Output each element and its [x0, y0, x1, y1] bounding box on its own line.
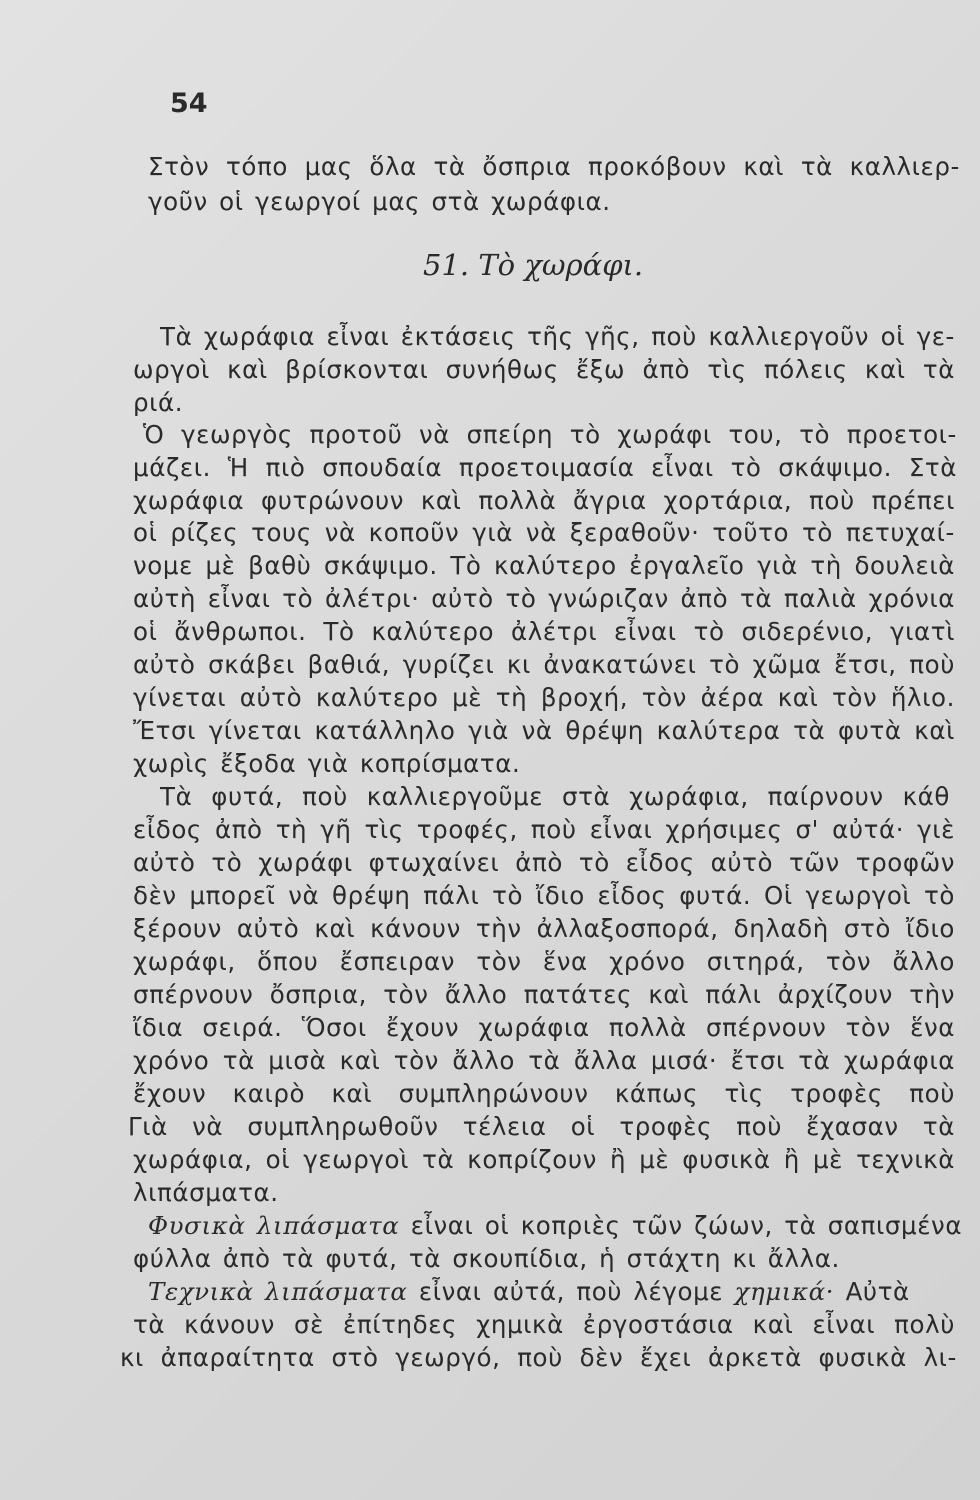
text-line: οἱ ἄνθρωποι. Τὸ καλύτερο ἀλέτρι εἶναι τὸ σιδερένιο, γιατὶ [133, 617, 955, 646]
text-line: δὲν μπορεῖ νὰ θρέψη πάλι τὸ ἴδιο εἶδος φυτά. Οἱ γεωργοὶ τὸ [133, 881, 955, 910]
text-line: σπέρνουν ὄσπρια, τὸν ἄλλο πατάτες καὶ πάλι ἀρχίζουν τὴν [133, 980, 955, 1009]
text-line: γοῦν οἱ γεωργοί μας στὰ χωράφια. [148, 187, 611, 216]
text-line: τὰ κάνουν σὲ ἐπίτηδες χημικὰ ἐργοστάσια καὶ εἶναι πολὺ [133, 1310, 955, 1339]
section-heading: 51. Τὸ χωράφι. [423, 248, 644, 282]
text-line: ωργοὶ καὶ βρίσκονται συνήθως ἔξω ἀπὸ τὶς πόλεις καὶ τὰ [133, 355, 955, 384]
text-line: μάζει. Ἡ πιὸ σπουδαία προετοιμασία εἶναι τὸ σκάψιμο. Στὰ [133, 453, 957, 482]
text-line: νομε μὲ βαθὺ σκάψιμο. Τὸ καλύτερο ἐργαλεῖο γιὰ τὴ δουλειὰ [133, 551, 955, 580]
text-line: ξέρουν αὐτὸ καὶ κάνουν τὴν ἀλλαξοσπορά, δηλαδὴ στὸ ἴδιο [133, 914, 955, 943]
text-line: αὐτὴ εἶναι τὸ ἀλέτρι· αὐτὸ τὸ γνώριζαν ἀπὸ τὰ παλιὰ χρόνια [133, 584, 955, 613]
text-line: χωρὶς ἔξοδα γιὰ κοπρίσματα. [133, 749, 521, 778]
page-number: 54 [170, 88, 208, 119]
text-line: Στὸν τόπο μας ὅλα τὰ ὄσπρια προκόβουν καὶ τὰ καλλιερ- [148, 152, 960, 181]
italic-term: χημικά· [734, 1277, 835, 1306]
text-line: χρόνο τὰ μισὰ καὶ τὸν ἄλλο τὰ ἄλλα μισά· ἔτσι τὰ χωράφια [133, 1046, 955, 1075]
text-line: γίνεται αὐτὸ καλύτερο μὲ τὴ βροχή, τὸν ἀέρα καὶ τὸν ἥλιο. [133, 683, 955, 712]
text-line: Τὰ φυτά, ποὺ καλλιεργοῦμε στὰ χωράφια, παίρνουν κάθ [160, 782, 950, 811]
text-line: Ὁ γεωργὸς προτοῦ νὰ σπείρη τὸ χωράφι του, τὸ προετοι- [143, 420, 957, 449]
text-line: ἴδια σειρά. Ὅσοι ἔχουν χωράφια πολλὰ σπέρνουν τὸν ἕνα [133, 1013, 955, 1042]
text-line: Ἔτσι γίνεται κατάλληλο γιὰ νὰ θρέψη καλύτερα τὰ φυτὰ καὶ [133, 716, 955, 745]
text-line: φύλλα ἀπὸ τὰ φυτά, τὰ σκουπίδια, ἡ στάχτη κι ἄλλα. [133, 1244, 840, 1273]
italic-term: Τεχνικὰ λιπάσματα [148, 1277, 408, 1306]
text-line: κι ἀπαραίτητα στὸ γεωργό, ποὺ δὲν ἔχει ἀρκετὰ φυσικὰ λι- [120, 1343, 957, 1372]
text-line: οἱ ρίζες τους νὰ κοποῦν γιὰ νὰ ξεραθοῦν· τοῦτο τὸ πετυχαί- [133, 518, 955, 547]
text-line: ἔχουν καιρὸ καὶ συμπληρώνουν κάπως τὶς τροφὲς ποὺ [133, 1079, 955, 1108]
text-line: εἶδος ἀπὸ τὴ γῆ τὶς τροφές, ποὺ εἶναι χρήσιμες σ' αὐτά· γιὲ [133, 815, 955, 844]
line-text: εἶναι αὐτά, ποὺ λέγομε [418, 1277, 724, 1306]
text-line: Τὰ χωράφια εἶναι ἐκτάσεις τῆς γῆς, ποὺ καλλιεργοῦν οἱ γε- [160, 322, 955, 351]
text-line: Γιὰ νὰ συμπληρωθοῦν τέλεια οἱ τροφὲς ποὺ ἔχασαν τὰ [128, 1112, 955, 1141]
line-text: εἶναι οἱ κοπριὲς τῶν ζώων, τὰ σαπισμένα [410, 1211, 963, 1240]
italic-term: Φυσικὰ λιπάσματα [148, 1211, 400, 1240]
text-line: χωράφια, οἱ γεωργοὶ τὰ κοπρίζουν ἢ μὲ φυσικὰ ἢ μὲ τεχνικὰ [133, 1145, 955, 1174]
line-text: Αὐτὰ [845, 1277, 910, 1306]
text-line: αὐτὸ σκάβει βαθιά, γυρίζει κι ἀνακατώνει τὸ χῶμα ἔτσι, ποὺ [133, 650, 955, 679]
text-line [148, 1211, 962, 1241]
text-line: λιπάσματα. [133, 1178, 279, 1207]
text-line: χωράφια φυτρώνουν καὶ πολλὰ ἄγρια χορτάρια, ποὺ πρέπει [133, 486, 955, 515]
text-line: ριά. [133, 388, 184, 417]
text-line [148, 1277, 910, 1307]
text-line: αὐτὸ τὸ χωράφι φτωχαίνει ἀπὸ τὸ εἶδος αὐτὸ τῶν τροφῶν [133, 848, 955, 877]
text-line: χωράφι, ὅπου ἔσπειραν τὸν ἕνα χρόνο σιτηρά, τὸν ἄλλο [133, 947, 955, 976]
